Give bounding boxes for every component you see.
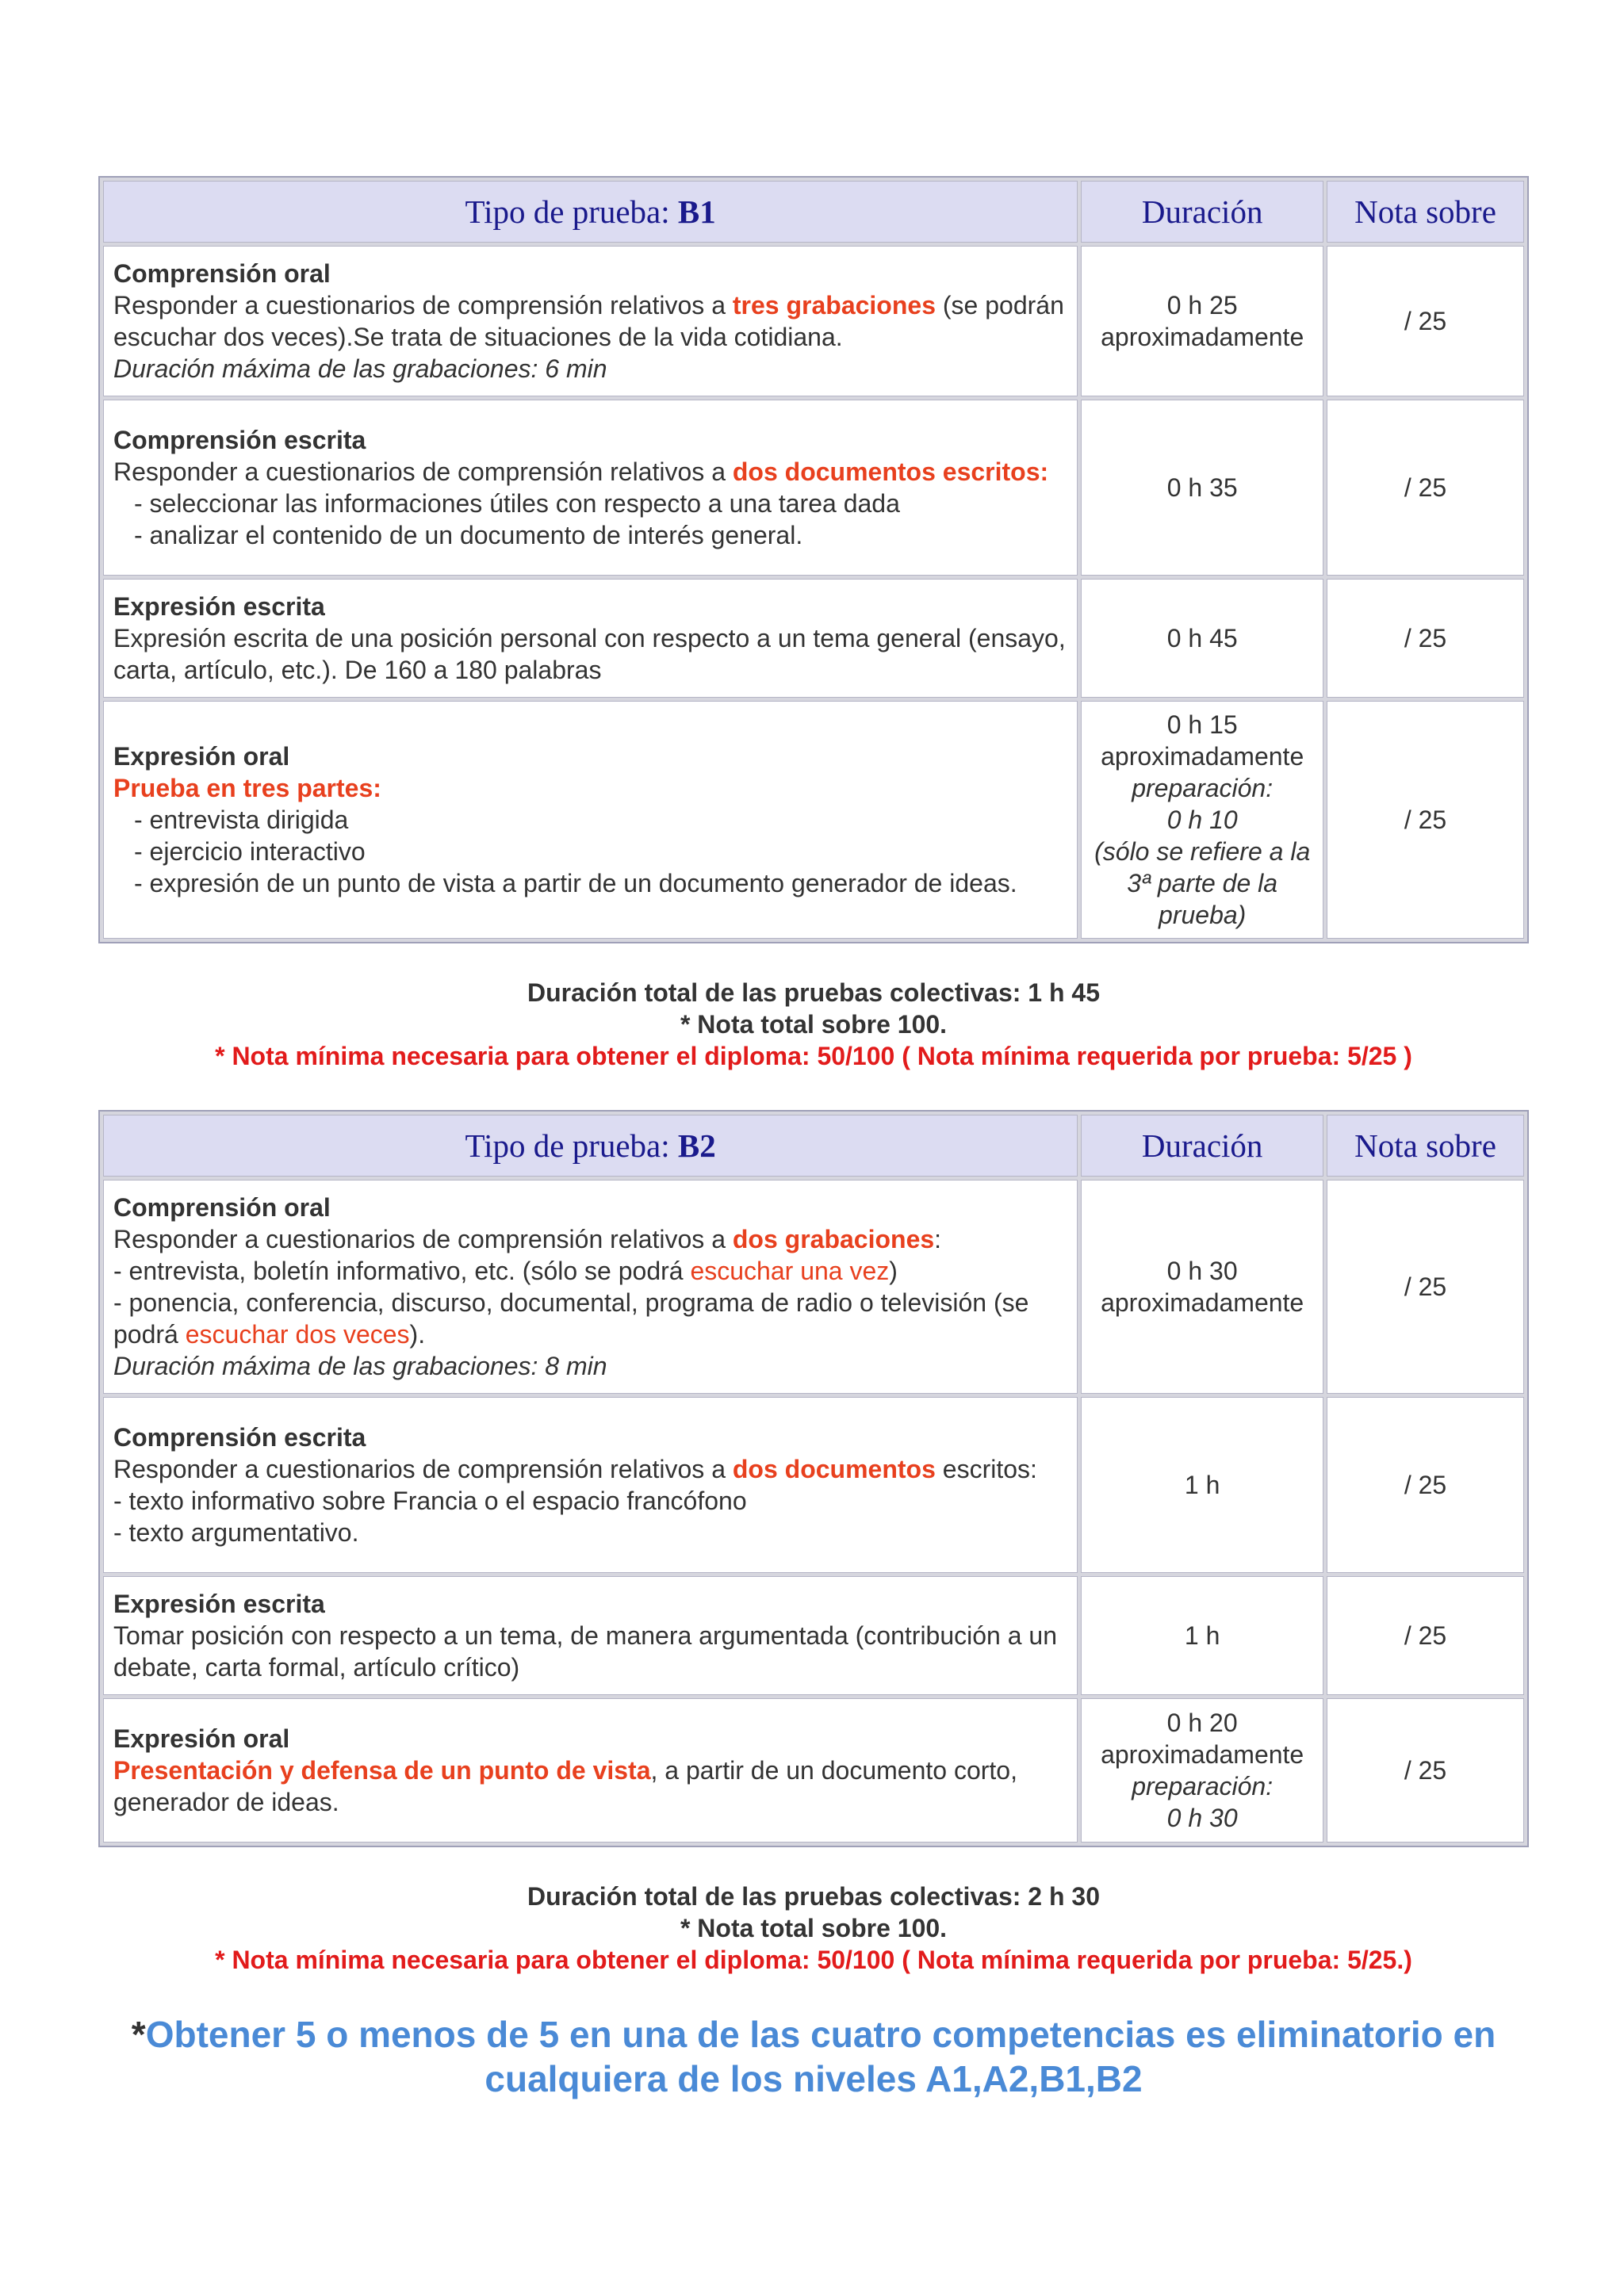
list-item	[113, 1255, 1067, 1287]
text: Responder a cuestionarios de comprensión relativos a	[113, 291, 733, 320]
b2-row-comprension-oral	[103, 1180, 1524, 1394]
section-title: Expresión escrita	[113, 1590, 325, 1618]
preparation-label: preparación:	[1132, 774, 1274, 802]
b2-type-header	[103, 1115, 1078, 1177]
list-item: - seleccionar las informaciones útiles con respecto a una tarea dada	[134, 489, 900, 518]
b1-co-note: / 25	[1327, 246, 1524, 396]
text: , a partir de un documento corto, generador de ideas.	[113, 1756, 1017, 1816]
b1-row-comprension-oral	[103, 246, 1524, 396]
recording-duration: Duración máxima de las grabaciones: 6 min	[113, 354, 607, 383]
text: Responder a cuestionarios de comprensión relativos a	[113, 1455, 733, 1483]
total-duration: Duración total de las pruebas colectivas: 2 h 30	[527, 1882, 1101, 1911]
duration-value: 0 h 25	[1166, 291, 1238, 320]
duration-qualifier: aproximadamente	[1101, 1740, 1304, 1769]
highlight: dos grabaciones	[732, 1225, 935, 1253]
b2-ce-note: / 25	[1327, 1397, 1524, 1573]
b2-co-duration	[1081, 1180, 1323, 1394]
preparation-label: preparación:	[1132, 1772, 1274, 1800]
text: escritos:	[935, 1455, 1037, 1483]
list-item: - ejercicio interactivo	[134, 837, 366, 866]
minimum-note: * Nota mínima necesaria para obtener el diploma: 50/100 ( Nota mínima requerida por prueba: 5/25 )	[215, 1042, 1412, 1070]
b1-header-row	[103, 181, 1524, 243]
duration-value: 0 h 30	[1166, 1257, 1238, 1285]
text: ).	[409, 1320, 426, 1349]
b1-row-expresion-escrita	[103, 579, 1524, 698]
highlight: escuchar una vez	[690, 1257, 890, 1285]
asterisk: *	[131, 2014, 146, 2055]
list-item: - texto argumentativo.	[113, 1518, 359, 1547]
minimum-note: * Nota mínima necesaria para obtener el diploma: 50/100 ( Nota mínima requerida por prueba: 5/25.)	[215, 1946, 1412, 1974]
b1-ee-note: / 25	[1327, 579, 1524, 698]
b2-ee-note: / 25	[1327, 1576, 1524, 1695]
b1-co-duration	[1081, 246, 1323, 396]
text: Responder a cuestionarios de comprensión relativos a	[113, 1225, 733, 1253]
b1-summary	[98, 977, 1529, 1072]
text: (se podrán escuchar dos veces).Se trata de situaciones de la vida cotidiana.	[113, 291, 1064, 351]
duration-value: 0 h 15	[1166, 710, 1238, 739]
b1-exam-table	[98, 176, 1529, 943]
b2-ee-description	[103, 1576, 1078, 1695]
duration-qualifier: aproximadamente	[1101, 1288, 1304, 1317]
text: )	[889, 1257, 898, 1285]
section-title: Comprensión oral	[113, 259, 331, 288]
duration-value: 0 h 20	[1166, 1709, 1238, 1737]
b2-ce-duration: 1 h	[1081, 1397, 1323, 1573]
b2-eo-description	[103, 1698, 1078, 1843]
duration-qualifier: aproximadamente	[1101, 742, 1304, 771]
type-label: Tipo de prueba:	[465, 1127, 678, 1164]
b2-row-comprension-escrita	[103, 1397, 1524, 1573]
section-text	[113, 1755, 1067, 1818]
b1-ee-description	[103, 579, 1078, 698]
b2-eo-duration	[1081, 1698, 1323, 1843]
section-title: Comprensión oral	[113, 1193, 331, 1222]
level-label: B2	[677, 1127, 716, 1164]
text: Responder a cuestionarios de comprensión relativos a	[113, 457, 733, 486]
b2-co-note: / 25	[1327, 1180, 1524, 1394]
highlight: Prueba en tres partes:	[113, 774, 381, 802]
eliminatory-text: Obtener 5 o menos de 5 en una de las cuatro competencias es eliminatorio en cualquiera de los niveles A1,A2,B1,B2	[145, 2014, 1496, 2099]
preparation-value: 0 h 10	[1166, 806, 1238, 834]
b1-note-header: Nota sobre	[1327, 181, 1524, 243]
highlight: tres grabaciones	[732, 291, 936, 320]
b2-header-row	[103, 1115, 1524, 1177]
type-label: Tipo de prueba:	[465, 193, 678, 230]
total-note: * Nota total sobre 100.	[680, 1914, 948, 1942]
section-title: Expresión oral	[113, 742, 290, 771]
text: - expresión de un punto de vista a partir de un documento generador de ideas.	[134, 869, 1017, 897]
eliminatory-note	[79, 2012, 1548, 2101]
b1-eo-duration	[1081, 701, 1323, 939]
b1-duration-header: Duración	[1081, 181, 1323, 243]
list-item	[113, 867, 1067, 899]
section-text: Expresión escrita de una posición personal con respecto a un tema general (ensayo, carta, artículo, etc.). De 160 a 180 palabras	[113, 624, 1066, 684]
b1-ce-duration: 0 h 35	[1081, 400, 1323, 576]
level-label: B1	[677, 193, 716, 230]
b2-ce-description	[103, 1397, 1078, 1573]
b2-exam-table	[98, 1110, 1529, 1847]
b1-ce-note: / 25	[1327, 400, 1524, 576]
preparation-note: (sólo se refiere a la 3ª parte de la prueba)	[1094, 837, 1311, 929]
section-text	[113, 289, 1067, 353]
b2-ee-duration: 1 h	[1081, 1576, 1323, 1695]
section-title: Comprensión escrita	[113, 426, 366, 454]
total-duration: Duración total de las pruebas colectivas: 1 h 45	[527, 978, 1101, 1007]
text: - ponencia, conferencia, discurso, documental, programa de radio o televisión (se podrá	[113, 1288, 1029, 1349]
highlight: dos documentos	[732, 1455, 936, 1483]
b1-type-header	[103, 181, 1078, 243]
section-text	[113, 1453, 1067, 1485]
b2-eo-note: / 25	[1327, 1698, 1524, 1843]
b2-duration-header: Duración	[1081, 1115, 1323, 1177]
duration-qualifier: aproximadamente	[1101, 323, 1304, 351]
b2-note-header: Nota sobre	[1327, 1115, 1524, 1177]
b2-row-expresion-escrita	[103, 1576, 1524, 1695]
section-title: Expresión oral	[113, 1724, 290, 1753]
b2-row-expresion-oral	[103, 1698, 1524, 1843]
text: - entrevista, boletín informativo, etc. (sólo se podrá	[113, 1257, 691, 1285]
section-text: Tomar posición con respecto a un tema, de manera argumentada (contribución a un debate, carta formal, artículo crítico)	[113, 1621, 1058, 1682]
section-title: Expresión escrita	[113, 592, 325, 621]
b2-summary	[98, 1881, 1529, 1976]
b1-ee-duration: 0 h 45	[1081, 579, 1323, 698]
list-item: - texto informativo sobre Francia o el espacio francófono	[113, 1487, 747, 1515]
b1-row-expresion-oral	[103, 701, 1524, 939]
section-text	[113, 1223, 1067, 1255]
b1-ce-description	[103, 400, 1078, 576]
highlight: escuchar dos veces	[185, 1320, 410, 1349]
preparation-value: 0 h 30	[1166, 1804, 1238, 1832]
text: :	[934, 1225, 942, 1253]
section-text	[113, 456, 1067, 488]
b2-co-description	[103, 1180, 1078, 1394]
b1-co-description	[103, 246, 1078, 396]
b1-eo-description	[103, 701, 1078, 939]
total-note: * Nota total sobre 100.	[680, 1010, 948, 1039]
b1-eo-note: / 25	[1327, 701, 1524, 939]
highlight: Presentación y defensa de un punto de vista	[113, 1756, 651, 1785]
recording-duration: Duración máxima de las grabaciones: 8 min	[113, 1352, 607, 1380]
list-item: - entrevista dirigida	[134, 806, 349, 834]
list-item	[113, 1287, 1067, 1350]
list-item: - analizar el contenido de un documento de interés general.	[134, 521, 803, 549]
b1-row-comprension-escrita	[103, 400, 1524, 576]
highlight: dos documentos escritos:	[732, 457, 1049, 486]
section-title: Comprensión escrita	[113, 1423, 366, 1452]
